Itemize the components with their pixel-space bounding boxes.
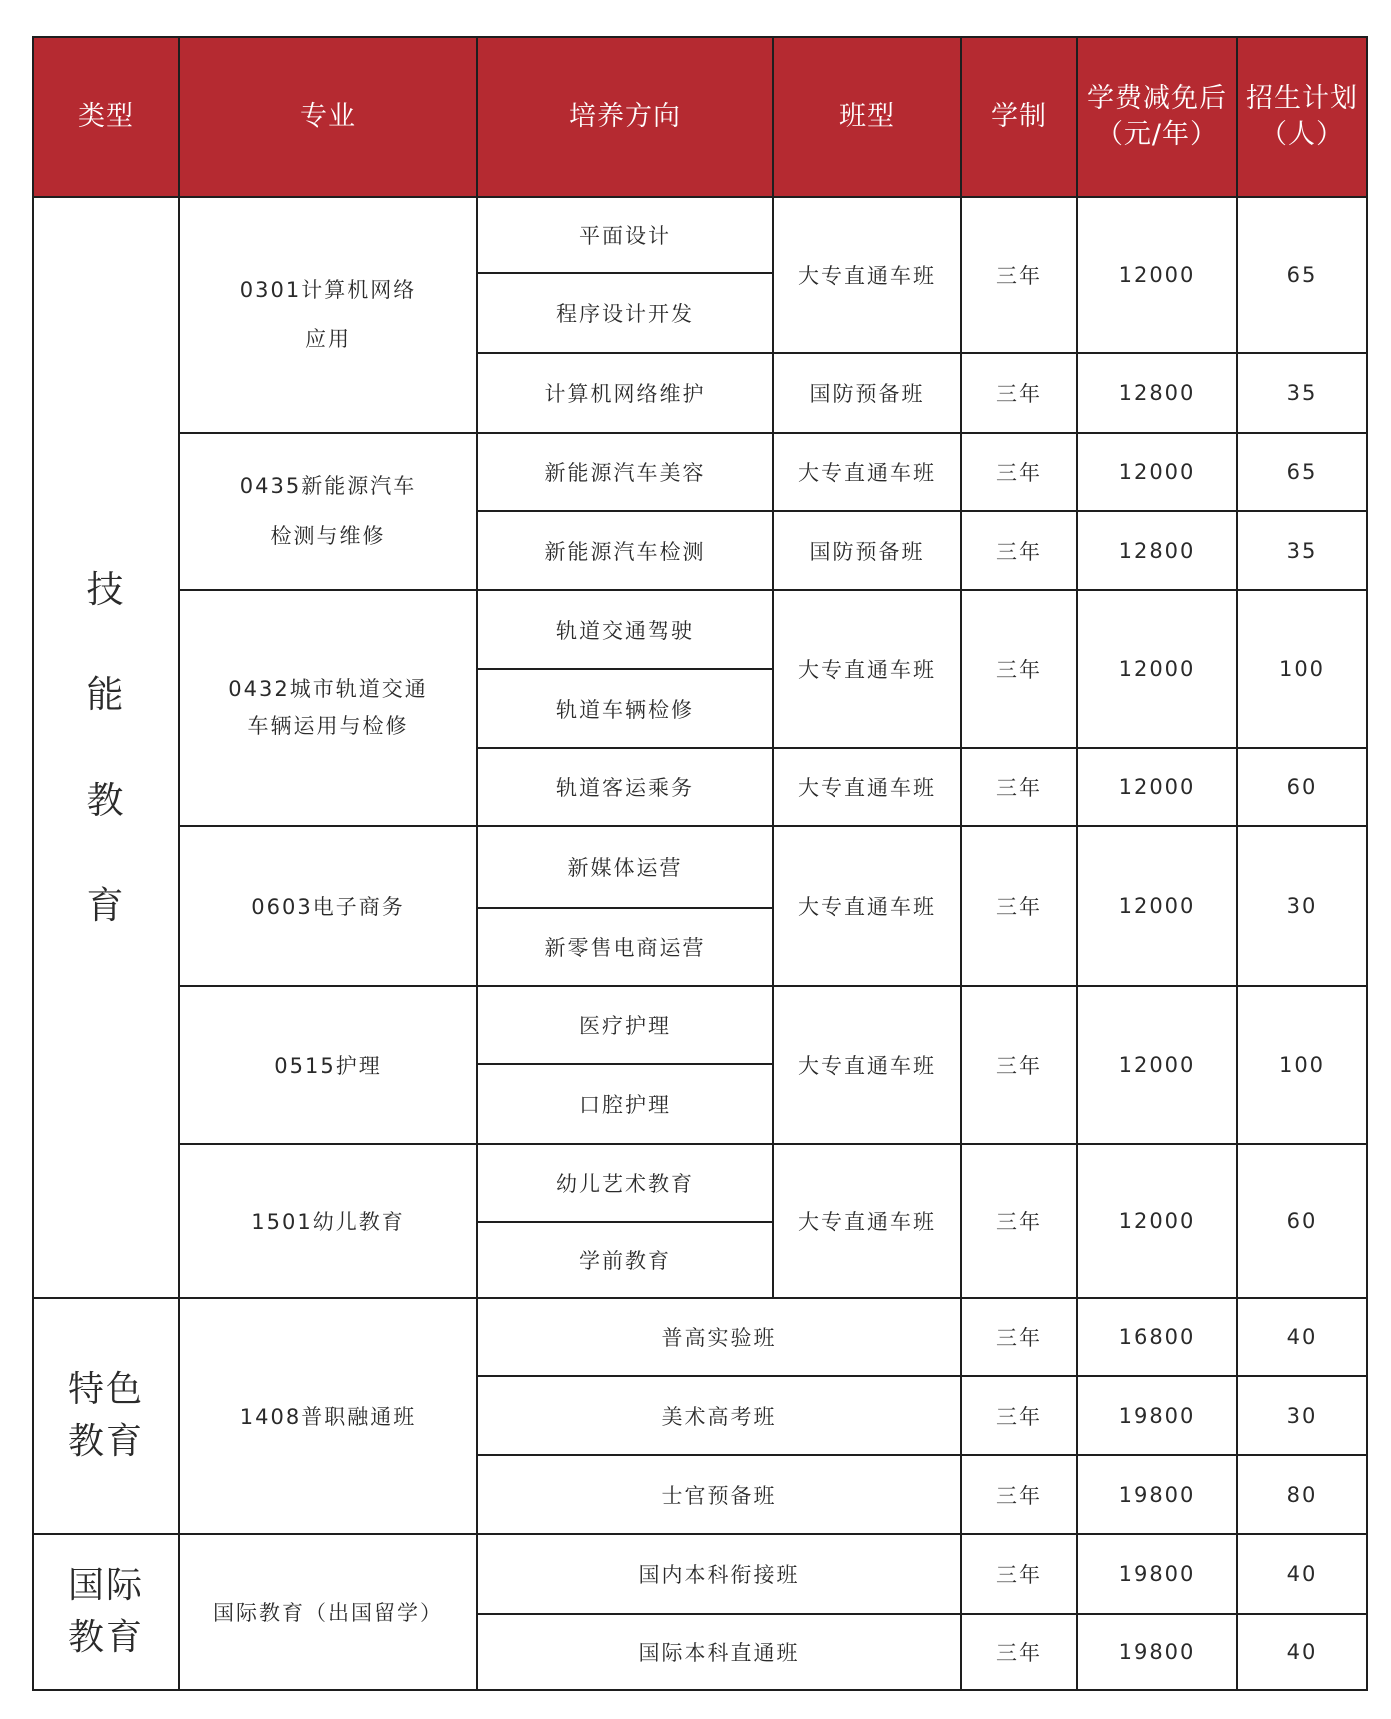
enrollment-table-container <box>32 36 1368 1691</box>
major-0603: 0603电子商务 <box>179 826 477 986</box>
category-char: 能 <box>86 673 126 717</box>
header-duration: 学制 <box>961 37 1077 197</box>
table-row <box>33 1144 1367 1222</box>
category-line: 教育 <box>67 1617 144 1658</box>
plan-cell: 30 <box>1237 1376 1367 1455</box>
direction-cell: 程序设计开发 <box>477 273 773 353</box>
fee-cell: 12000 <box>1077 197 1237 353</box>
plan-cell: 100 <box>1237 986 1367 1144</box>
major-line: 车辆运用与检修 <box>247 714 409 738</box>
plan-cell: 65 <box>1237 197 1367 353</box>
duration-cell: 三年 <box>961 590 1077 748</box>
category-skill-education <box>33 197 179 1298</box>
plan-cell: 40 <box>1237 1298 1367 1376</box>
fee-cell: 12000 <box>1077 748 1237 826</box>
category-line: 特色 <box>67 1368 144 1410</box>
major-1408: 1408普职融通班 <box>179 1298 477 1534</box>
category-char: 技 <box>86 567 126 611</box>
direction-cell: 新能源汽车检测 <box>477 511 773 590</box>
fee-cell: 12000 <box>1077 986 1237 1144</box>
plan-cell: 30 <box>1237 826 1367 986</box>
header-plan-line1: 招生计划 <box>1246 82 1358 114</box>
header-class-type: 班型 <box>773 37 961 197</box>
fee-cell: 19800 <box>1077 1376 1237 1455</box>
class-type-cell: 大专直通车班 <box>773 590 961 748</box>
table-row <box>33 826 1367 908</box>
category-char: 育 <box>86 883 126 927</box>
major-line: 检测与维修 <box>270 523 386 548</box>
fee-cell: 12000 <box>1077 433 1237 511</box>
table-row <box>33 1534 1367 1614</box>
category-line: 国际 <box>67 1564 144 1606</box>
plan-cell: 35 <box>1237 511 1367 590</box>
major-line: 0301计算机网络 <box>239 277 417 302</box>
category-special-education <box>33 1298 179 1534</box>
fee-cell: 12800 <box>1077 511 1237 590</box>
direction-cell: 平面设计 <box>477 197 773 273</box>
duration-cell: 三年 <box>961 1614 1077 1690</box>
major-0432 <box>179 590 477 826</box>
header-fee-line1: 学费减免后 <box>1087 82 1227 114</box>
duration-cell: 三年 <box>961 748 1077 826</box>
duration-cell: 三年 <box>961 1455 1077 1534</box>
major-line: 0432城市轨道交通 <box>228 677 428 702</box>
direction-cell: 轨道交通驾驶 <box>477 590 773 669</box>
direction-cell: 新能源汽车美容 <box>477 433 773 511</box>
direction-cell: 计算机网络维护 <box>477 353 773 433</box>
fee-cell: 19800 <box>1077 1534 1237 1614</box>
table-row <box>33 197 1367 273</box>
table-header-row <box>33 37 1367 197</box>
plan-cell: 35 <box>1237 353 1367 433</box>
table-row <box>33 1298 1367 1376</box>
category-line: 教育 <box>67 1421 144 1462</box>
duration-cell: 三年 <box>961 433 1077 511</box>
class-type-cell: 大专直通车班 <box>773 1144 961 1298</box>
class-type-cell: 大专直通车班 <box>773 197 961 353</box>
class-type-cell: 大专直通车班 <box>773 826 961 986</box>
class-type-cell: 大专直通车班 <box>773 748 961 826</box>
direction-cell: 口腔护理 <box>477 1064 773 1144</box>
direction-cell: 美术高考班 <box>477 1376 961 1455</box>
duration-cell: 三年 <box>961 826 1077 986</box>
plan-cell: 65 <box>1237 433 1367 511</box>
class-type-cell: 大专直通车班 <box>773 433 961 511</box>
plan-cell: 80 <box>1237 1455 1367 1534</box>
direction-cell: 国际本科直通班 <box>477 1614 961 1690</box>
fee-cell: 12800 <box>1077 353 1237 433</box>
fee-cell: 19800 <box>1077 1614 1237 1690</box>
header-major: 专业 <box>179 37 477 197</box>
enrollment-table <box>32 36 1368 1691</box>
class-type-cell: 大专直通车班 <box>773 986 961 1144</box>
direction-cell: 医疗护理 <box>477 986 773 1064</box>
plan-cell: 60 <box>1237 748 1367 826</box>
direction-cell: 新媒体运营 <box>477 826 773 908</box>
category-intl-education <box>33 1534 179 1690</box>
duration-cell: 三年 <box>961 1534 1077 1614</box>
major-intl: 国际教育（出国留学） <box>179 1534 477 1690</box>
fee-cell: 12000 <box>1077 826 1237 986</box>
category-char: 教 <box>86 778 126 822</box>
header-plan <box>1237 37 1367 197</box>
major-0301 <box>179 197 477 433</box>
duration-cell: 三年 <box>961 1298 1077 1376</box>
direction-cell: 国内本科衔接班 <box>477 1534 961 1614</box>
duration-cell: 三年 <box>961 1376 1077 1455</box>
plan-cell: 40 <box>1237 1534 1367 1614</box>
class-type-cell: 国防预备班 <box>773 511 961 590</box>
table-row <box>33 433 1367 511</box>
plan-cell: 40 <box>1237 1614 1367 1690</box>
fee-cell: 16800 <box>1077 1298 1237 1376</box>
fee-cell: 12000 <box>1077 590 1237 748</box>
direction-cell: 普高实验班 <box>477 1298 961 1376</box>
class-type-cell: 国防预备班 <box>773 353 961 433</box>
plan-cell: 60 <box>1237 1144 1367 1298</box>
header-direction: 培养方向 <box>477 37 773 197</box>
duration-cell: 三年 <box>961 197 1077 353</box>
direction-cell: 学前教育 <box>477 1222 773 1298</box>
duration-cell: 三年 <box>961 1144 1077 1298</box>
major-line: 0435新能源汽车 <box>239 474 417 499</box>
direction-cell: 新零售电商运营 <box>477 908 773 986</box>
table-row <box>33 590 1367 669</box>
duration-cell: 三年 <box>961 353 1077 433</box>
plan-cell: 100 <box>1237 590 1367 748</box>
fee-cell: 12000 <box>1077 1144 1237 1298</box>
header-fee-line2: （元/年） <box>1095 119 1219 150</box>
table-row <box>33 986 1367 1064</box>
major-line: 应用 <box>305 327 351 351</box>
direction-cell: 幼儿艺术教育 <box>477 1144 773 1222</box>
header-fee <box>1077 37 1237 197</box>
direction-cell: 士官预备班 <box>477 1455 961 1534</box>
major-0435 <box>179 433 477 590</box>
direction-cell: 轨道车辆检修 <box>477 669 773 748</box>
header-type: 类型 <box>33 37 179 197</box>
header-plan-line2: （人） <box>1260 119 1344 150</box>
duration-cell: 三年 <box>961 986 1077 1144</box>
major-1501: 1501幼儿教育 <box>179 1144 477 1298</box>
fee-cell: 19800 <box>1077 1455 1237 1534</box>
major-0515: 0515护理 <box>179 986 477 1144</box>
direction-cell: 轨道客运乘务 <box>477 748 773 826</box>
duration-cell: 三年 <box>961 511 1077 590</box>
